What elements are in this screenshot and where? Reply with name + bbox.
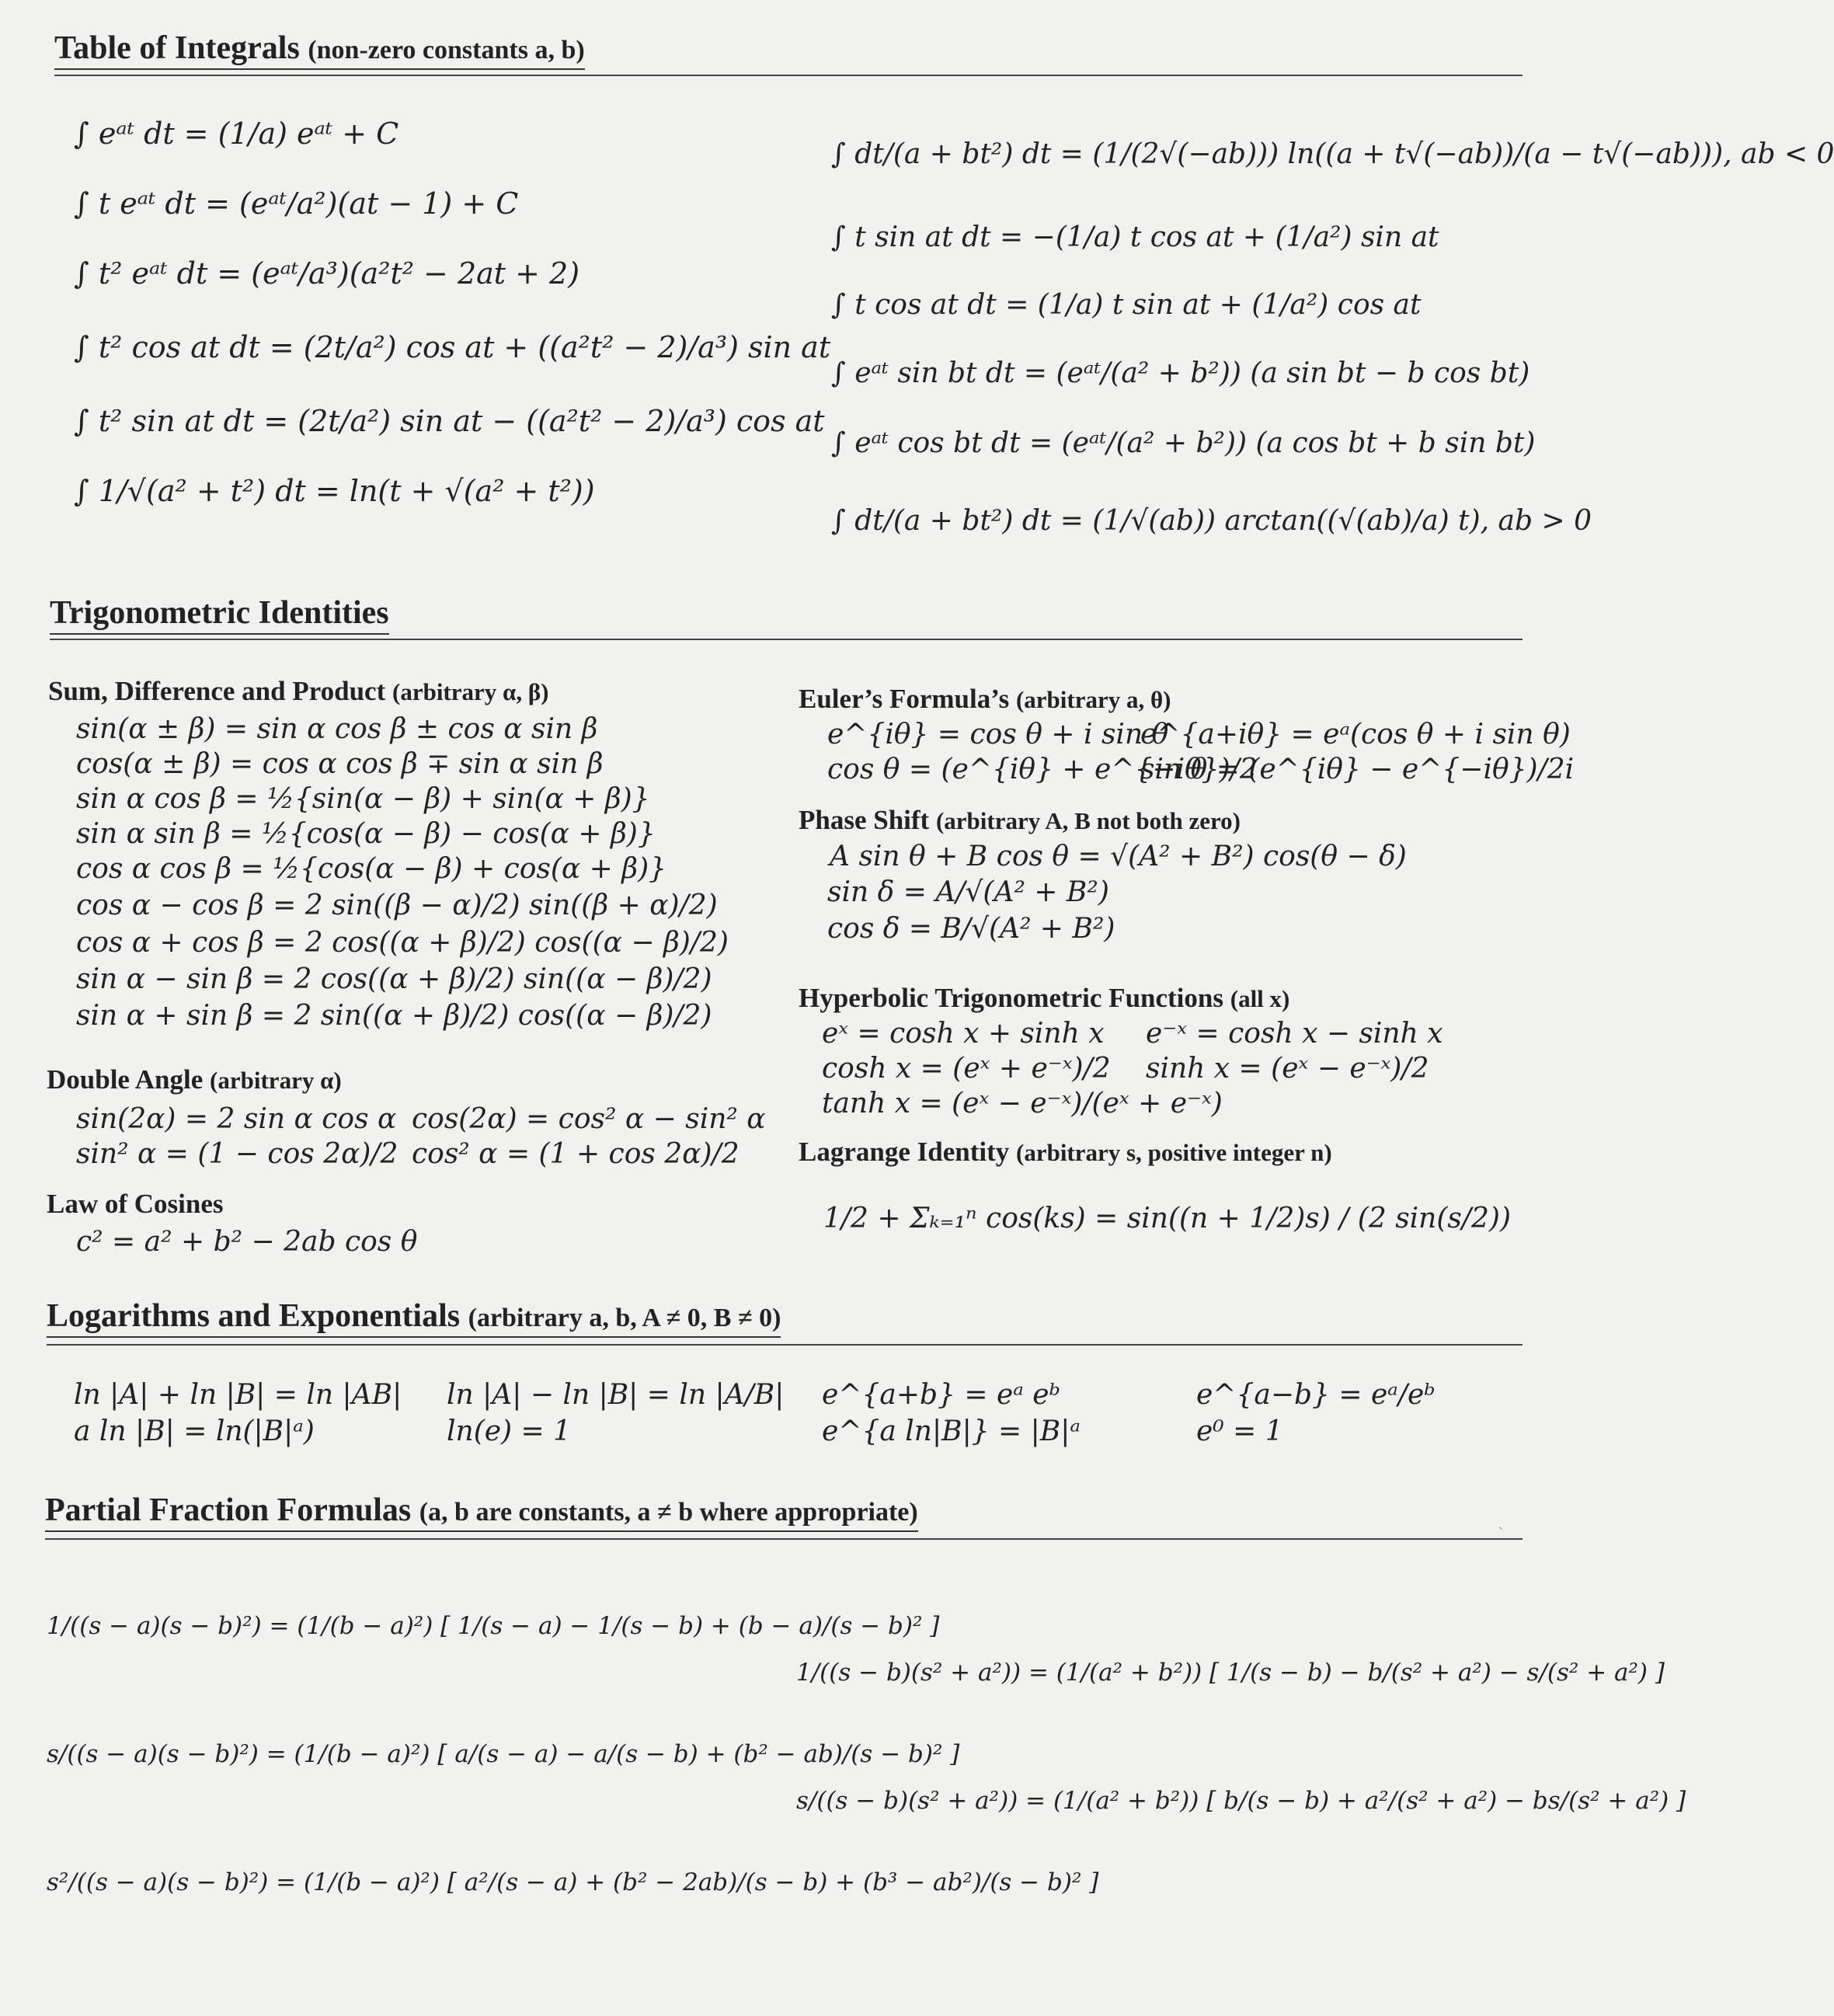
- phase-sub: (arbitrary A, B not both zero): [935, 807, 1241, 834]
- euler-r1: e^{a+iθ} = eᵃ(cos θ + i sin θ): [1140, 719, 1571, 750]
- sum-diff-line-4: sin α sin β = ½{cos(α − β) − cos(α + β)}: [76, 818, 656, 850]
- logs-title: [47, 1297, 781, 1338]
- logs-c3b: e^{a ln|B|} = |B|ᵃ: [822, 1415, 1081, 1447]
- integral-left-5: ∫ t² sin at dt = (2t/a²) sin at − ((a²t² − 2)/a³) cos at: [74, 404, 825, 438]
- hyperbolic-sub: (all x): [1230, 985, 1290, 1012]
- logs-c3a: e^{a+b} = eᵃ eᵇ: [822, 1379, 1060, 1411]
- lagrange-line: 1/2 + Σₖ₌₁ⁿ cos(ks) = sin((n + 1/2)s) / (2 sin(s/2)): [823, 1203, 1512, 1234]
- sum-diff-line-1: sin(α ± β) = sin α cos β ± cos α sin β: [76, 713, 598, 745]
- phase-line-3: cos δ = B/√(A² + B²): [827, 913, 1115, 945]
- partial-right-1: 1/((s − b)(s² + a²)) = (1/(a² + b²)) [ 1/(s − b) − b/(s² + a²) − s/(s² + a²) ]: [796, 1659, 1665, 1687]
- hyperbolic-r1: e⁻ˣ = cosh x − sinh x: [1146, 1018, 1443, 1050]
- partial-subtitle: (a, b are constants, a ≠ b where appropriate): [419, 1498, 918, 1527]
- integral-right-3: ∫ t cos at dt = (1/a) t sin at + (1/a²) cos at: [831, 289, 1422, 321]
- law-cosines-line: c² = a² + b² − 2ab cos θ: [76, 1226, 418, 1258]
- partial-left-2: s/((s − a)(s − b)²) = (1/(b − a)²) [ a/(s − a) − a/(s − b) + (b² − ab)/(s − b)² ]: [47, 1740, 960, 1768]
- law-cosines-heading: [47, 1189, 224, 1220]
- integrals-title-text: Table of Integrals: [54, 30, 300, 66]
- hyperbolic-heading-text: Hyperbolic Trigonometric Functions: [799, 983, 1223, 1013]
- trig-rule: [50, 639, 1523, 640]
- lagrange-heading: [799, 1137, 1332, 1168]
- double-angle-heading: [47, 1064, 342, 1095]
- partial-right-2: s/((s − b)(s² + a²)) = (1/(a² + b²)) [ b/(s − b) + a²/(s² + a²) − bs/(s² + a²) ]: [796, 1787, 1686, 1815]
- euler-l1: e^{iθ} = cos θ + i sin θ: [827, 719, 1169, 750]
- partial-rule: [45, 1538, 1523, 1540]
- partial-title-text: Partial Fraction Formulas: [45, 1492, 412, 1528]
- logs-c1b: a ln |B| = ln(|B|ᵃ): [74, 1415, 315, 1447]
- integral-left-1: ∫ eᵃᵗ dt = (1/a) eᵃᵗ + C: [74, 117, 399, 151]
- logs-subtitle: (arbitrary a, b, A ≠ 0, B ≠ 0): [468, 1304, 781, 1332]
- partial-left-1: 1/((s − a)(s − b)²) = (1/(b − a)²) [ 1/(s − a) − 1/(s − b) + (b − a)/(s − b)² ]: [47, 1612, 940, 1640]
- integral-left-6: ∫ 1/√(a² + t²) dt = ln(t + √(a² + t²)): [74, 474, 595, 508]
- integrals-title: [54, 30, 585, 70]
- integral-left-4: ∫ t² cos at dt = (2t/a²) cos at + ((a²t² − 2)/a³) sin at: [74, 330, 831, 364]
- double-angle-r2: cos² α = (1 + cos 2α)/2: [412, 1138, 740, 1170]
- sum-diff-line-6: cos α − cos β = 2 sin((β − α)/2) sin((β + α)/2): [76, 890, 718, 921]
- phase-line-1: A sin θ + B cos θ = √(A² + B²) cos(θ − δ): [830, 841, 1407, 872]
- euler-r2: sin θ = (e^{iθ} − e^{−iθ})/2i: [1140, 754, 1575, 785]
- double-angle-heading-text: Double Angle: [47, 1064, 204, 1095]
- trig-title-text: Trigonometric Identities: [50, 595, 389, 631]
- integral-right-6: ∫ dt/(a + bt²) dt = (1/√(ab)) arctan((√(ab)/a) t), ab > 0: [831, 505, 1592, 537]
- integral-left-3: ∫ t² eᵃᵗ dt = (eᵃᵗ/a³)(a²t² − 2at + 2): [74, 256, 580, 291]
- hyperbolic-l1: eˣ = cosh x + sinh x: [822, 1018, 1105, 1050]
- partial-title: [45, 1492, 918, 1532]
- phase-heading-text: Phase Shift: [799, 805, 930, 835]
- hyperbolic-l3: tanh x = (eˣ − e⁻ˣ)/(eˣ + e⁻ˣ): [822, 1088, 1223, 1119]
- logs-c1a: ln |A| + ln |B| = ln |AB|: [74, 1379, 402, 1411]
- hyperbolic-r2: sinh x = (eˣ − e⁻ˣ)/2: [1146, 1053, 1429, 1085]
- double-angle-r1: cos(2α) = cos² α − sin² α: [412, 1103, 766, 1135]
- sum-diff-line-5: cos α cos β = ½{cos(α − β) + cos(α + β)}: [76, 853, 667, 885]
- logs-c2b: ln(e) = 1: [447, 1415, 572, 1447]
- euler-l2: cos θ = (e^{iθ} + e^{−iθ})/2: [827, 754, 1258, 785]
- hyperbolic-heading: [799, 983, 1289, 1014]
- sum-diff-heading: [48, 676, 549, 707]
- partial-left-3: s²/((s − a)(s − b)²) = (1/(b − a)²) [ a²/(s − a) + (b² − 2ab)/(s − b) + (b³ − ab²)/(s − b)² ]: [47, 1868, 1099, 1896]
- integral-right-1: ∫ dt/(a + bt²) dt = (1/(2√(−ab))) ln((a + t√(−ab))/(a − t√(−ab))), ab < 0: [831, 138, 1834, 170]
- logs-title-text: Logarithms and Exponentials: [47, 1298, 461, 1334]
- euler-heading: [799, 684, 1171, 715]
- hyperbolic-l2: cosh x = (eˣ + e⁻ˣ)/2: [822, 1053, 1111, 1085]
- double-angle-l2: sin² α = (1 − cos 2α)/2: [76, 1138, 398, 1170]
- lagrange-sub: (arbitrary s, positive integer n): [1016, 1139, 1332, 1166]
- logs-rule: [47, 1344, 1523, 1346]
- lagrange-heading-text: Lagrange Identity: [799, 1137, 1010, 1167]
- logs-c4a: e^{a−b} = eᵃ/eᵇ: [1196, 1379, 1436, 1411]
- integrals-subtitle: (non-zero constants a, b): [308, 36, 585, 64]
- integral-right-5: ∫ eᵃᵗ cos bt dt = (eᵃᵗ/(a² + b²)) (a cos bt + b sin bt): [831, 427, 1536, 459]
- integral-right-2: ∫ t sin at dt = −(1/a) t cos at + (1/a²) sin at: [831, 221, 1439, 253]
- logs-c2a: ln |A| − ln |B| = ln |A/B|: [447, 1379, 785, 1411]
- sum-diff-line-2: cos(α ± β) = cos α cos β ∓ sin α sin β: [76, 748, 604, 780]
- law-cosines-heading-text: Law of Cosines: [47, 1189, 224, 1219]
- phase-line-2: sin δ = A/√(A² + B²): [827, 876, 1109, 908]
- double-angle-sub: (arbitrary α): [210, 1067, 342, 1094]
- trig-title: [50, 594, 389, 635]
- sum-diff-line-3: sin α cos β = ½{sin(α − β) + sin(α + β)}: [76, 783, 650, 815]
- integral-right-4: ∫ eᵃᵗ sin bt dt = (eᵃᵗ/(a² + b²)) (a sin bt − b cos bt): [831, 357, 1530, 389]
- integral-left-2: ∫ t eᵃᵗ dt = (eᵃᵗ/a²)(at − 1) + C: [74, 186, 519, 221]
- double-angle-l1: sin(2α) = 2 sin α cos α: [76, 1103, 397, 1135]
- integrals-rule: [54, 75, 1523, 76]
- sum-diff-heading-text: Sum, Difference and Product: [48, 676, 386, 706]
- phase-heading: [799, 805, 1241, 836]
- sum-diff-line-8: sin α − sin β = 2 cos((α + β)/2) sin((α − β)/2): [76, 963, 712, 995]
- logs-c4b: e⁰ = 1: [1196, 1415, 1283, 1447]
- euler-sub: (arbitrary a, θ): [1015, 686, 1171, 713]
- euler-heading-text: Euler’s Formula’s: [799, 684, 1010, 714]
- sum-diff-line-9: sin α + sin β = 2 sin((α + β)/2) cos((α − β)/2): [76, 1000, 712, 1032]
- stray-mark: ˎ: [1498, 1510, 1504, 1530]
- sum-diff-line-7: cos α + cos β = 2 cos((α + β)/2) cos((α − β)/2): [76, 927, 729, 959]
- sum-diff-sub: (arbitrary α, β): [392, 678, 549, 705]
